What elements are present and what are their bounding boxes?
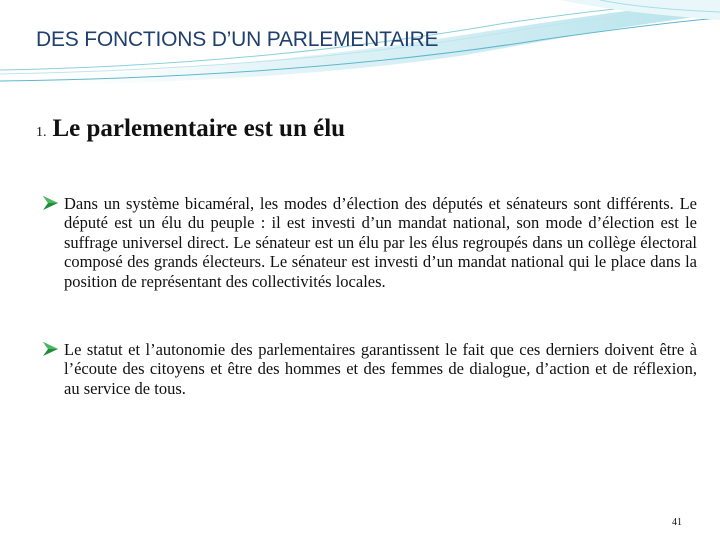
bullet-text: Le statut et l’autonomie des parlementaires garantissent le fait que ces derniers doivent être à l’écoute des citoyens et être des hommes et des femmes de dialogue, d’action et de réflexion, au service de tous. — [64, 340, 697, 398]
section-heading-text: Le parlementaire est un élu — [52, 115, 346, 142]
bullet-item — [42, 194, 697, 291]
bullet-text: Dans un système bicaméral, les modes d’élection des députés et sénateurs sont différents. Le député est un élu du peuple : il est investi d’un mandat national, son mode d’élection est le suffrage universel direct. Le sénateur est un élu par les élus regroupés dans un collège électoral composé des grands électeurs. Le sénateur est investi d’un mandat national qui le place dans la position de représentant des collectivités locales. — [64, 194, 697, 291]
section-heading — [36, 115, 345, 143]
arrow-bullet-icon — [42, 340, 64, 359]
slide-title: DES FONCTIONS D’UN PARLEMENTAIRE — [36, 28, 439, 51]
section-number: 1. — [36, 125, 47, 140]
page-number: 41 — [672, 517, 682, 528]
bullet-item — [42, 340, 697, 398]
arrow-bullet-icon — [42, 194, 64, 213]
